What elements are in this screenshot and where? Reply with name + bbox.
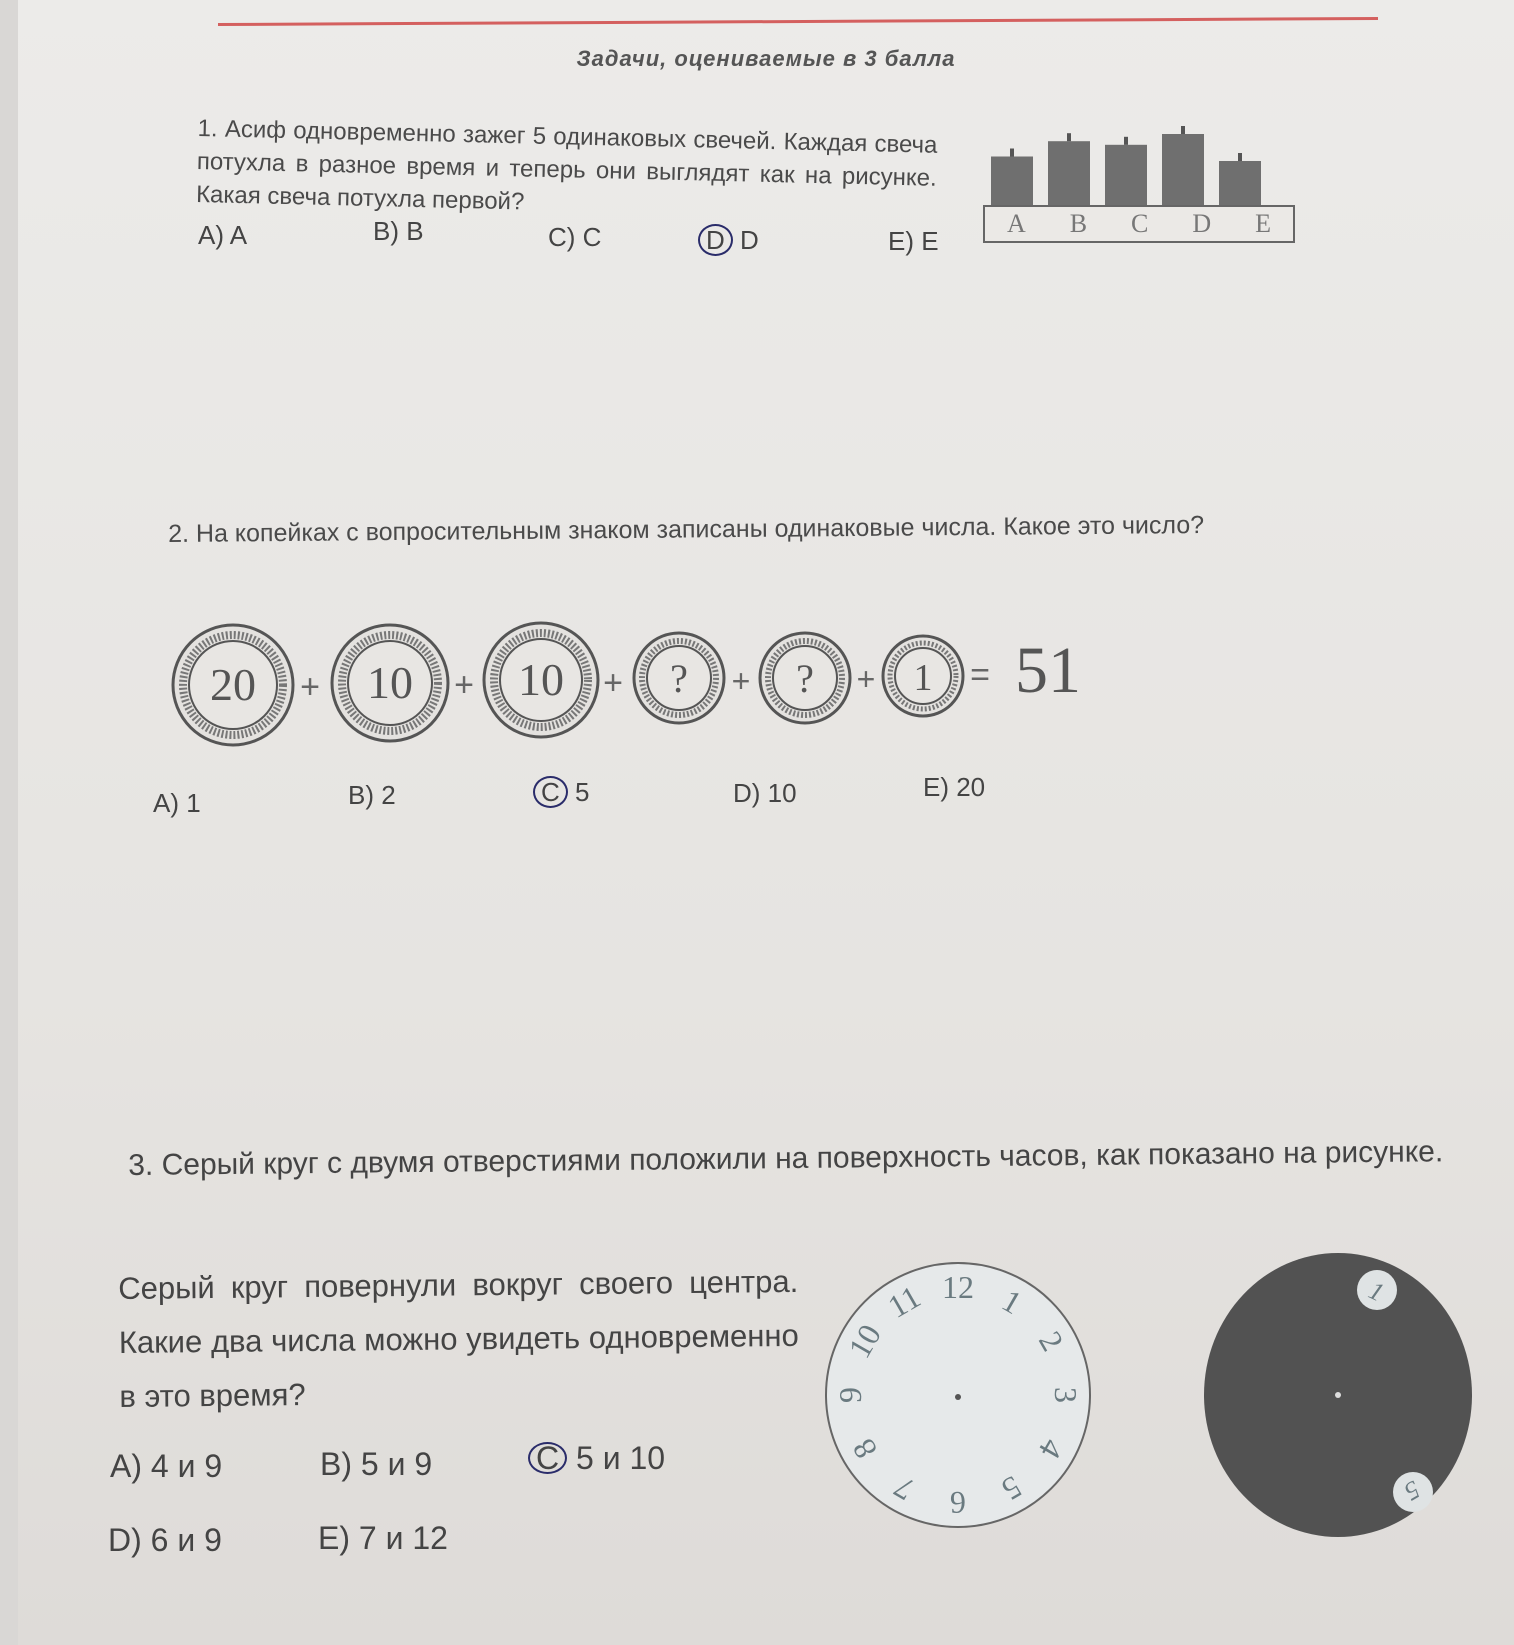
coin-1-value: 20: [210, 659, 256, 710]
gray-disc: [1203, 1250, 1473, 1545]
plus-3: +: [603, 664, 623, 702]
plus-2: +: [454, 666, 474, 704]
coin-1: [173, 625, 293, 745]
q1-option-d-selected[interactable]: [698, 224, 759, 256]
candle-label-a: A: [1006, 209, 1026, 238]
q3-text-2: Серый круг повернули вокруг своего центра. Какие два числа можно увидеть одновременно в это время?: [118, 1263, 799, 1414]
candle-d: [1162, 134, 1204, 206]
coins-equation: [168, 620, 1168, 750]
clock-number-10: 10: [840, 1318, 889, 1364]
clock-number-1: 1: [996, 1281, 1028, 1322]
worksheet-page: [18, 0, 1514, 1645]
q3-option-a[interactable]: A) 4 и 9: [110, 1448, 223, 1484]
q1-option-d-text: D: [740, 225, 759, 255]
coin-6: [883, 636, 963, 716]
clock-number-11: 11: [881, 1278, 927, 1325]
clock-number-9: 9: [832, 1387, 868, 1403]
coin-5-value: ?: [796, 656, 814, 701]
q3-option-e[interactable]: E) 7 и 12: [318, 1520, 448, 1556]
candle-e: [1219, 161, 1261, 206]
header-red-line: [218, 17, 1378, 26]
candle-c: [1105, 145, 1147, 206]
clock-number-5: 5: [996, 1468, 1028, 1509]
q3-option-b[interactable]: B) 5 и 9: [320, 1446, 433, 1482]
plus-1: +: [300, 668, 320, 706]
candles-svg: [983, 110, 1293, 206]
candle-wick-c: [1124, 137, 1128, 145]
coin-6-value: 1: [913, 657, 933, 699]
coin-2-value: 10: [367, 657, 413, 708]
candles-figure: [983, 110, 1293, 250]
plus-5: +: [856, 661, 876, 697]
clock-number-4: 4: [1031, 1433, 1072, 1465]
section-title: Задачи, оцениваемые в 3 балла: [576, 46, 956, 71]
candle-wick-a: [1010, 149, 1014, 157]
coins-svg: [168, 620, 1168, 750]
q3-option-c-text: 5 и 10: [576, 1440, 666, 1476]
q2-option-c-text: 5: [575, 777, 590, 807]
candle-labels-box: [983, 205, 1295, 243]
q2-option-e[interactable]: E) 20: [923, 772, 986, 802]
plus-4: +: [731, 663, 751, 699]
q3-option-c-selected[interactable]: [528, 1440, 665, 1477]
clock-number-2: 2: [1031, 1325, 1072, 1357]
q1-option-c[interactable]: C) C: [548, 222, 602, 252]
q2-option-b[interactable]: B) 2: [348, 780, 396, 810]
q1-text: 1. Асиф одновременно зажег 5 одинаковых свечей. Каждая свеча потухла в разное время и теперь они выглядят как на рисунке. Какая свеча потухла первой?: [195, 114, 938, 216]
coin-4-value: ?: [670, 656, 688, 701]
candle-label-d: D: [1192, 209, 1212, 238]
q3-option-d[interactable]: D) 6 и 9: [108, 1522, 222, 1558]
equation-result: 51: [1015, 634, 1081, 707]
candle-a: [991, 157, 1033, 207]
clock-number-7: 7: [888, 1468, 920, 1509]
q3-text: 3. Серый круг с двумя отверстиями положили на поверхность часов, как показано на рисунке.: [128, 1135, 1444, 1182]
q2-text: 2. На копейках с вопросительным знаком записаны одинаковые числа. Какое это число?: [168, 510, 1205, 548]
disc-hole-2-number: 5: [1399, 1474, 1426, 1507]
q2-option-d[interactable]: D) 10: [733, 778, 797, 808]
clock-svg: [818, 1255, 1098, 1535]
equals-sign: =: [970, 656, 990, 694]
coin-4: [634, 633, 724, 723]
q1-option-b[interactable]: B) B: [373, 216, 424, 246]
clock-number-3: 3: [1048, 1387, 1084, 1403]
disc-hole-1-number: 1: [1364, 1275, 1389, 1308]
clock-number-8: 8: [844, 1433, 885, 1465]
candle-label-b: B: [1069, 209, 1088, 238]
candle-wick-b: [1067, 133, 1071, 141]
coin-3-value: 10: [518, 654, 564, 705]
q2-circle-mark: C: [533, 776, 568, 808]
candle-b: [1048, 141, 1090, 206]
q3-circle-mark: C: [528, 1442, 567, 1474]
q1-option-e[interactable]: E) E: [888, 226, 939, 256]
clock-number-12: 12: [942, 1269, 974, 1305]
candle-label-c: C: [1131, 209, 1149, 238]
q2-option-c-selected[interactable]: [533, 776, 589, 808]
candle-label-e: E: [1255, 209, 1271, 238]
clock-face: [818, 1255, 1098, 1540]
coin-2: [332, 625, 448, 741]
candle-wick-d: [1181, 126, 1185, 134]
coin-3: [484, 623, 598, 737]
q2-option-a[interactable]: A) 1: [153, 788, 201, 818]
clock-number-6: 6: [950, 1485, 966, 1521]
q1-circle-mark: D: [698, 224, 733, 256]
gray-disc-svg: [1203, 1250, 1473, 1540]
candle-wick-e: [1238, 153, 1242, 161]
coin-5: [760, 633, 850, 723]
q1-option-a[interactable]: A) A: [198, 220, 248, 250]
